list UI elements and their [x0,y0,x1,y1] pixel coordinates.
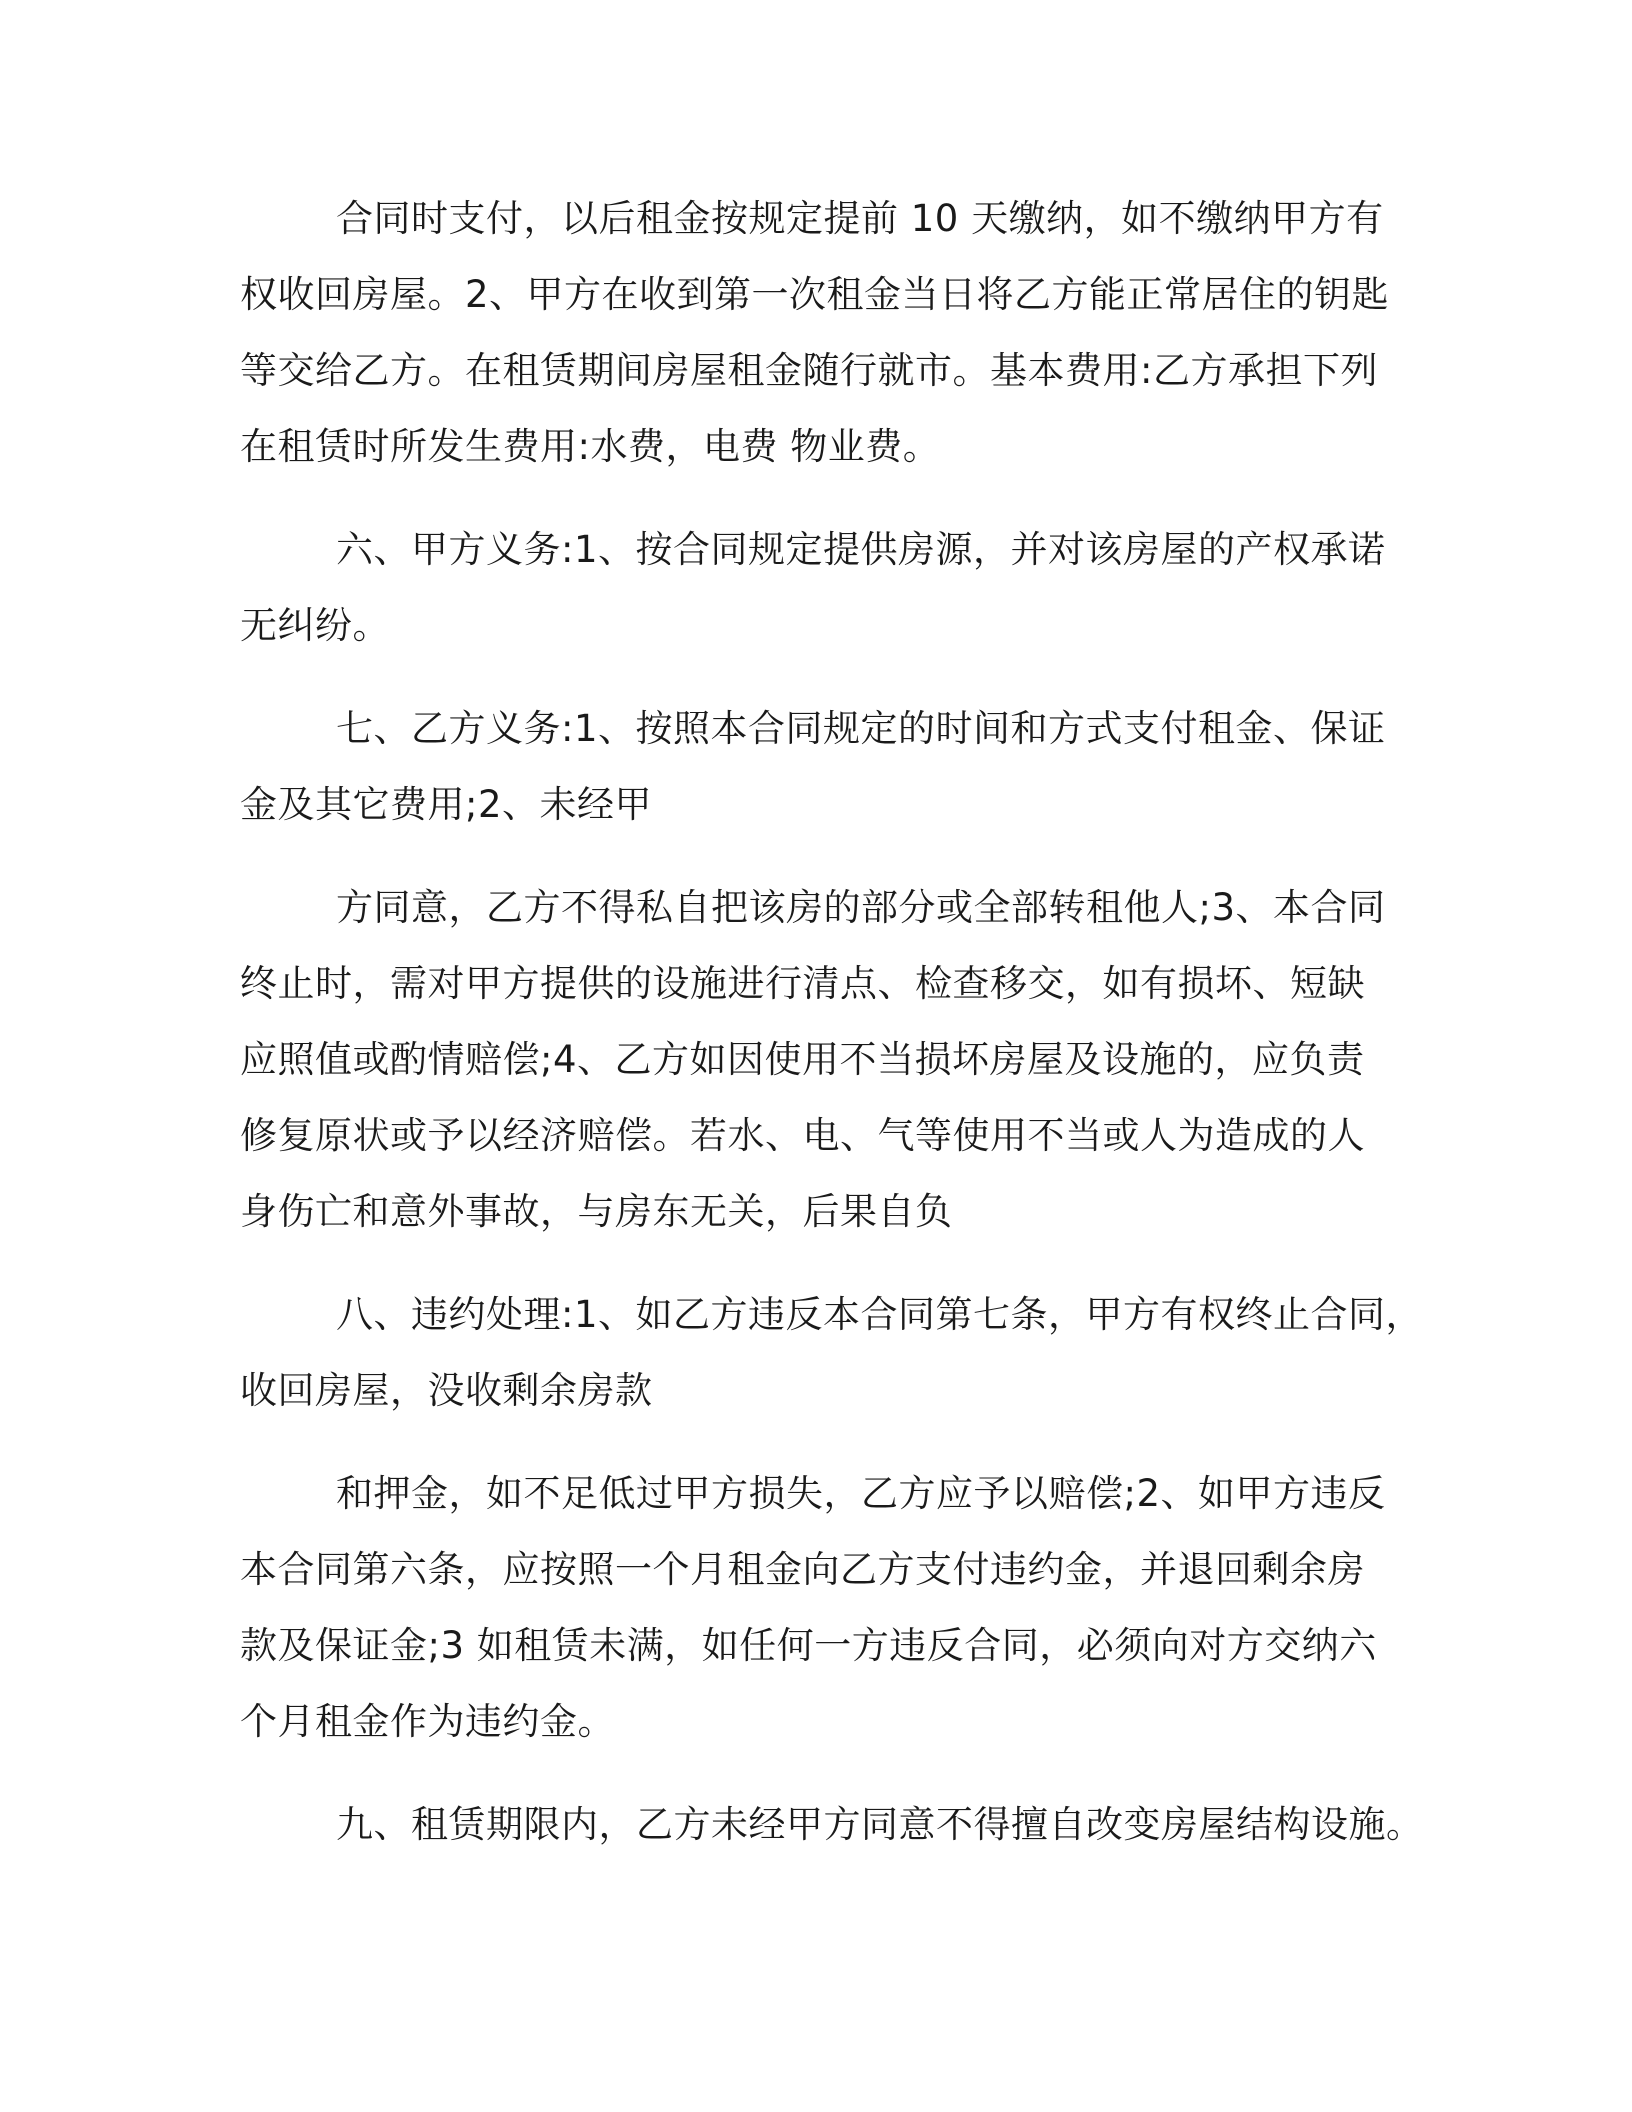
paragraph-line: 本合同第六条，应按照一个月租金向乙方支付违约金，并退回剩余房 [240,1548,1365,1591]
paragraph-line: 在租赁时所发生费用:水费，电费 物业费。 [240,425,941,468]
paragraph-line: 无纠纷。 [240,604,390,647]
paragraph-line: 合同时支付，以后租金按规定提前 10 天缴纳，如不缴纳甲方有 [336,197,1384,240]
paragraph-line: 六、甲方义务:1、按合同规定提供房源，并对该房屋的产权承诺 [336,528,1386,571]
paragraph-line: 终止时，需对甲方提供的设施进行清点、检查移交，如有损坏、短缺 [240,962,1365,1005]
paragraph-line: 七、乙方义务:1、按照本合同规定的时间和方式支付租金、保证 [336,707,1386,750]
paragraph-line: 收回房屋，没收剩余房款 [240,1369,653,1412]
paragraph-line: 款及保证金;3 如租赁未满，如任何一方违反合同，必须向对方交纳六 [240,1624,1377,1667]
paragraph-line: 等交给乙方。在租赁期间房屋租金随行就市。基本费用:乙方承担下列 [240,349,1378,392]
paragraph-line: 身伤亡和意外事故，与房东无关，后果自负 [240,1190,953,1233]
paragraph-line: 方同意，乙方不得私自把该房的部分或全部转租他人;3、本合同 [336,886,1386,929]
paragraph-line: 个月租金作为违约金。 [240,1700,615,1743]
paragraph-line: 九、租赁期限内，乙方未经甲方同意不得擅自改变房屋结构设施。 [336,1803,1424,1846]
paragraph-line: 修复原状或予以经济赔偿。若水、电、气等使用不当或人为造成的人 [240,1114,1365,1157]
paragraph-line: 八、违约处理:1、如乙方违反本合同第七条，甲方有权终止合同， [336,1293,1424,1336]
paragraph-line: 和押金，如不足低过甲方损失，乙方应予以赔偿;2、如甲方违反 [336,1472,1386,1515]
paragraph-line: 金及其它费用;2、未经甲 [240,783,653,826]
paragraph-line: 应照值或酌情赔偿;4、乙方如因使用不当损坏房屋及设施的，应负责 [240,1038,1365,1081]
paragraph-line: 权收回房屋。2、甲方在收到第一次租金当日将乙方能正常居住的钥匙 [240,273,1390,316]
